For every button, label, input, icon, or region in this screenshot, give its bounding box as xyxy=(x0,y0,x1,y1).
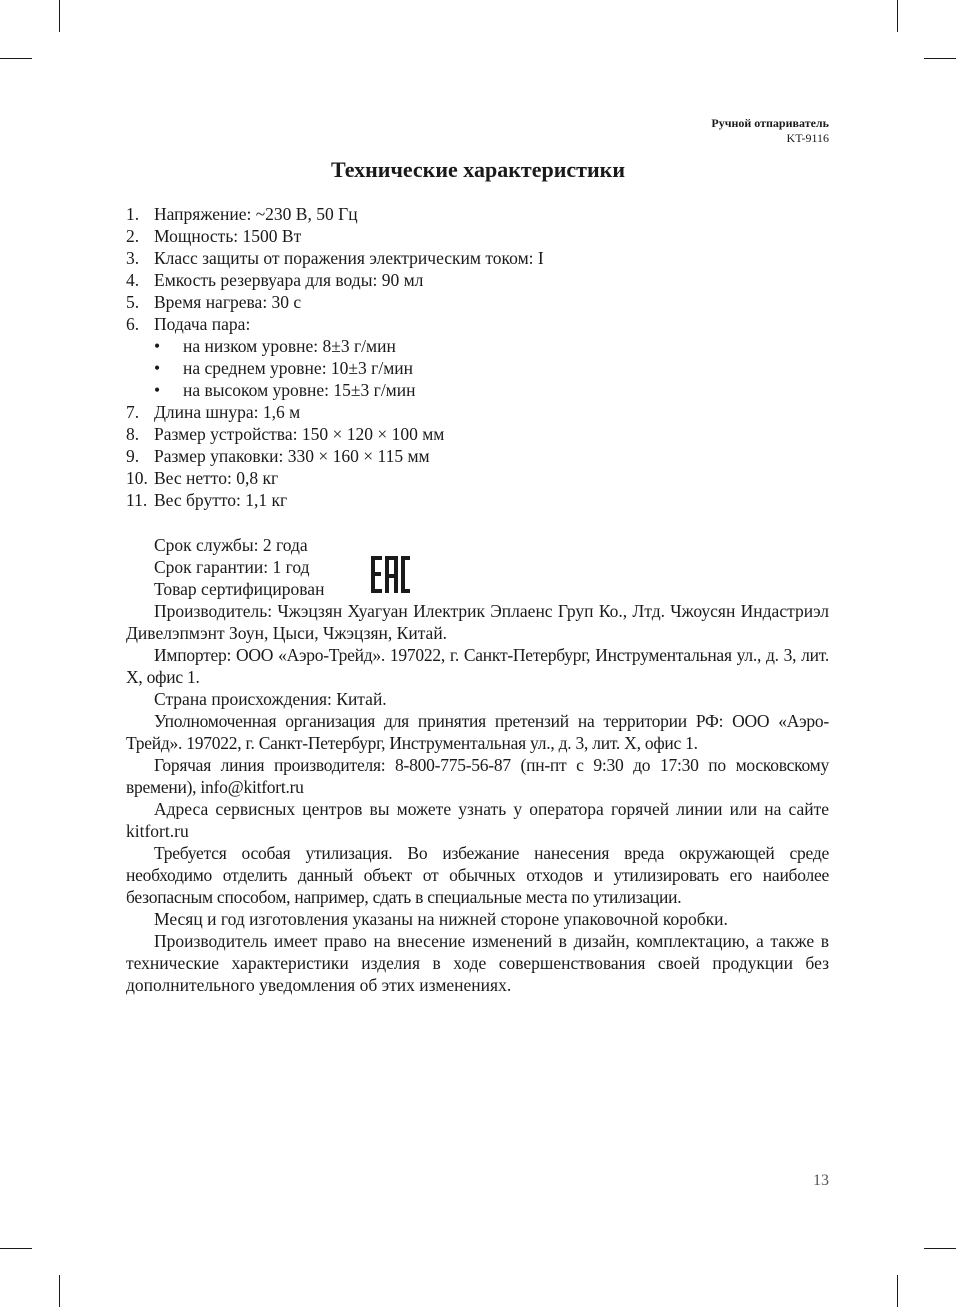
changes-disclaimer-paragraph: Производитель имеет право на внесение изменений в дизайн, комплектацию, а также в технические характеристики изделия в ходе совершенствования своей продукции без дополнительного уведомления об этих изменениях. xyxy=(126,931,829,995)
manufacture-date-paragraph: Месяц и год изготовления указаны на нижней стороне упаковочной коробки. xyxy=(154,909,728,929)
authorized-org-paragraph: Уполномоченная организация для принятия претензий на территории РФ: ООО «Аэро-Трейд». 197022, г. Санкт-Петербург, Инструментальная ул., д. 3, лит. Х, офис 1. xyxy=(126,711,829,753)
spec-list xyxy=(126,203,829,511)
spec-item: 4. Емкость резервуара для воды: 90 мл xyxy=(126,270,424,290)
origin-paragraph: Страна происхождения: Китай. xyxy=(154,689,387,709)
crop-mark xyxy=(924,58,956,59)
page-title: Технические характеристики xyxy=(330,157,626,182)
spec-item: 9. Размер упаковки: 330 × 160 × 115 мм xyxy=(126,446,430,466)
crop-mark xyxy=(59,0,60,32)
spec-subitem: • на среднем уровне: 10±3 г/мин xyxy=(154,358,414,378)
spec-item: 2. Мощность: 1500 Вт xyxy=(126,226,302,246)
spec-subitem: • на высоком уровне: 15±3 г/мин xyxy=(154,380,416,400)
certified-note: Товар сертифицирован xyxy=(154,579,325,599)
running-header xyxy=(711,116,829,146)
bullet-icon: • xyxy=(154,358,161,378)
crop-mark xyxy=(0,1248,32,1249)
service-life: Срок службы: 2 года xyxy=(154,535,308,555)
header-model: KT-9116 xyxy=(786,131,829,145)
warranty-period: Срок гарантии: 1 год xyxy=(154,557,310,577)
spec-item: 6. Подача пара: xyxy=(126,314,251,334)
spec-item: 5. Время нагрева: 30 с xyxy=(126,292,302,312)
importer-paragraph: Импортер: ООО «Аэро-Трейд». 197022, г. Санкт-Петербург, Инструментальная ул., д. 3, лит. Х, офис 1. xyxy=(126,645,829,687)
header-product: Ручной отпариватель xyxy=(711,116,829,130)
manufacturer-paragraph: Производитель: Чжэцзян Хуагуан Илектрик Эплаенс Груп Ко., Лтд. Чжоусян Индастриэл Дивелэпмэнт Зоун, Цыси, Чжэцзян, Китай. xyxy=(126,601,829,643)
spec-item: 10. Вес нетто: 0,8 кг xyxy=(126,468,279,488)
bullet-icon: • xyxy=(154,336,161,356)
certification-block xyxy=(154,534,324,600)
page-number: 13 xyxy=(813,1172,829,1189)
info-text xyxy=(126,600,829,996)
spec-item: 1. Напряжение: ~230 В, 50 Гц xyxy=(126,204,358,224)
bullet-icon: • xyxy=(154,380,161,400)
crop-mark xyxy=(897,0,898,32)
eac-mark-icon xyxy=(370,555,411,594)
spec-item: 3. Класс защиты от поражения электрическим током: I xyxy=(126,248,544,268)
crop-mark xyxy=(897,1275,898,1307)
crop-mark xyxy=(0,58,32,59)
spec-item: 8. Размер устройства: 150 × 120 × 100 мм xyxy=(126,424,445,444)
spec-item: 11. Вес брутто: 1,1 кг xyxy=(126,490,288,510)
crop-mark xyxy=(59,1275,60,1307)
spec-item: 7. Длина шнура: 1,6 м xyxy=(126,402,301,422)
hotline-paragraph: Горячая линия производителя: 8-800-775-56-87 (пн-пт с 9:30 до 17:30 по московскому времени), info@kitfort.ru xyxy=(126,755,829,797)
spec-subitem: • на низком уровне: 8±3 г/мин xyxy=(154,336,396,356)
disposal-paragraph: Требуется особая утилизация. Во избежание нанесения вреда окружающей среде необходимо отделить данный объект от обычных отходов и утилизировать его наиболее безопасным способом, например, сдать в специальные места по утилизации. xyxy=(126,843,829,907)
service-centers-paragraph: Адреса сервисных центров вы можете узнать у оператора горячей линии или на сайте kitfort.ru xyxy=(126,799,829,841)
crop-mark xyxy=(924,1248,956,1249)
